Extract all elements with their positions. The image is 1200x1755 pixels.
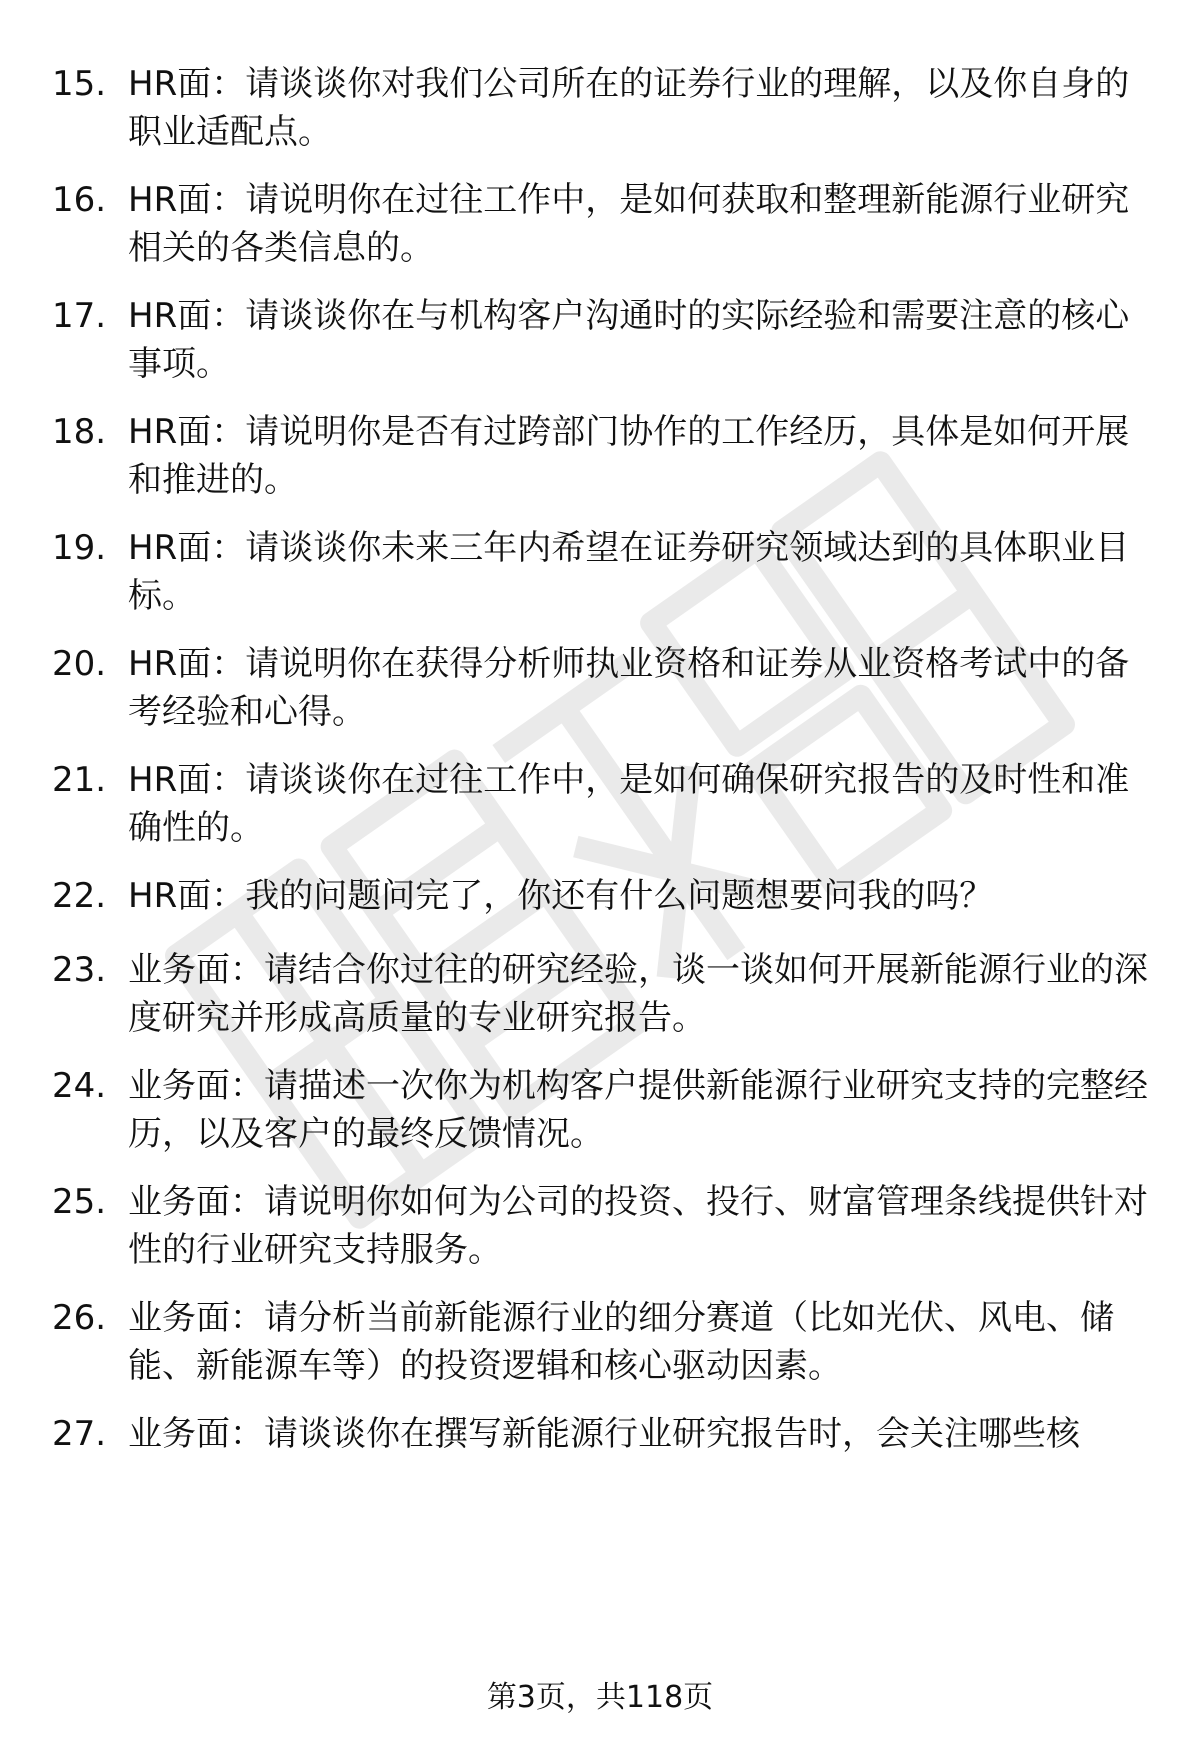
item-text: HR面：请谈谈你未来三年内希望在证券研究领域达到的具体职业目标。 xyxy=(128,528,1130,616)
item-text: 业务面：请描述一次你为机构客户提供新能源行业研究支持的完整经历，以及客户的最终反馈情况。 xyxy=(128,1066,1148,1154)
item-number: 27. xyxy=(52,1414,107,1454)
item-text: HR面：请说明你在过往工作中，是如何获取和整理新能源行业研究相关的各类信息的。 xyxy=(128,180,1130,268)
list-item xyxy=(0,292,1200,402)
list-item xyxy=(0,1294,1200,1404)
item-text: 业务面：请分析当前新能源行业的细分赛道（比如光伏、风电、储能、新能源车等）的投资逻辑和核心驱动因素。 xyxy=(128,1298,1114,1386)
item-number: 22. xyxy=(52,876,107,916)
item-text: 业务面：请谈谈你在撰写新能源行业研究报告时，会关注哪些核 xyxy=(128,1414,1080,1454)
item-number: 21. xyxy=(52,760,107,800)
list-item xyxy=(0,640,1200,750)
item-number: 25. xyxy=(52,1182,107,1222)
item-text: HR面：请谈谈你在过往工作中，是如何确保研究报告的及时性和准确性的。 xyxy=(128,760,1130,848)
item-number: 20. xyxy=(52,644,107,684)
item-number: 18. xyxy=(52,412,107,452)
list-item xyxy=(0,946,1200,1056)
list-item xyxy=(0,176,1200,286)
item-text: HR面：我的问题问完了，你还有什么问题想要问我的吗？ xyxy=(128,876,994,916)
list-item xyxy=(0,1062,1200,1172)
list-item xyxy=(0,1178,1200,1288)
item-number: 24. xyxy=(52,1066,107,1106)
list-item xyxy=(0,524,1200,634)
page-footer: 第3页，共118页 xyxy=(486,1680,714,1715)
item-number: 26. xyxy=(52,1298,107,1338)
item-number: 19. xyxy=(52,528,107,568)
item-text: HR面：请说明你是否有过跨部门协作的工作经历，具体是如何开展和推进的。 xyxy=(128,412,1130,500)
item-text: HR面：请说明你在获得分析师执业资格和证券从业资格考试中的备考经验和心得。 xyxy=(128,644,1130,732)
item-text: 业务面：请说明你如何为公司的投资、投行、财富管理条线提供针对性的行业研究支持服务。 xyxy=(128,1182,1148,1270)
list-item xyxy=(0,408,1200,518)
item-number: 15. xyxy=(52,64,107,104)
item-text: HR面：请谈谈你对我们公司所在的证券行业的理解，以及你自身的职业适配点。 xyxy=(128,64,1130,152)
item-text: HR面：请谈谈你在与机构客户沟通时的实际经验和需要注意的核心事项。 xyxy=(128,296,1130,384)
list-item xyxy=(0,756,1200,866)
list-item xyxy=(0,60,1200,170)
item-text: 业务面：请结合你过往的研究经验，谈一谈如何开展新能源行业的深度研究并形成高质量的专业研究报告。 xyxy=(128,950,1148,1038)
list-item xyxy=(0,1410,1200,1520)
item-number: 16. xyxy=(52,180,107,220)
item-number: 17. xyxy=(52,296,107,336)
item-number: 23. xyxy=(52,950,107,990)
